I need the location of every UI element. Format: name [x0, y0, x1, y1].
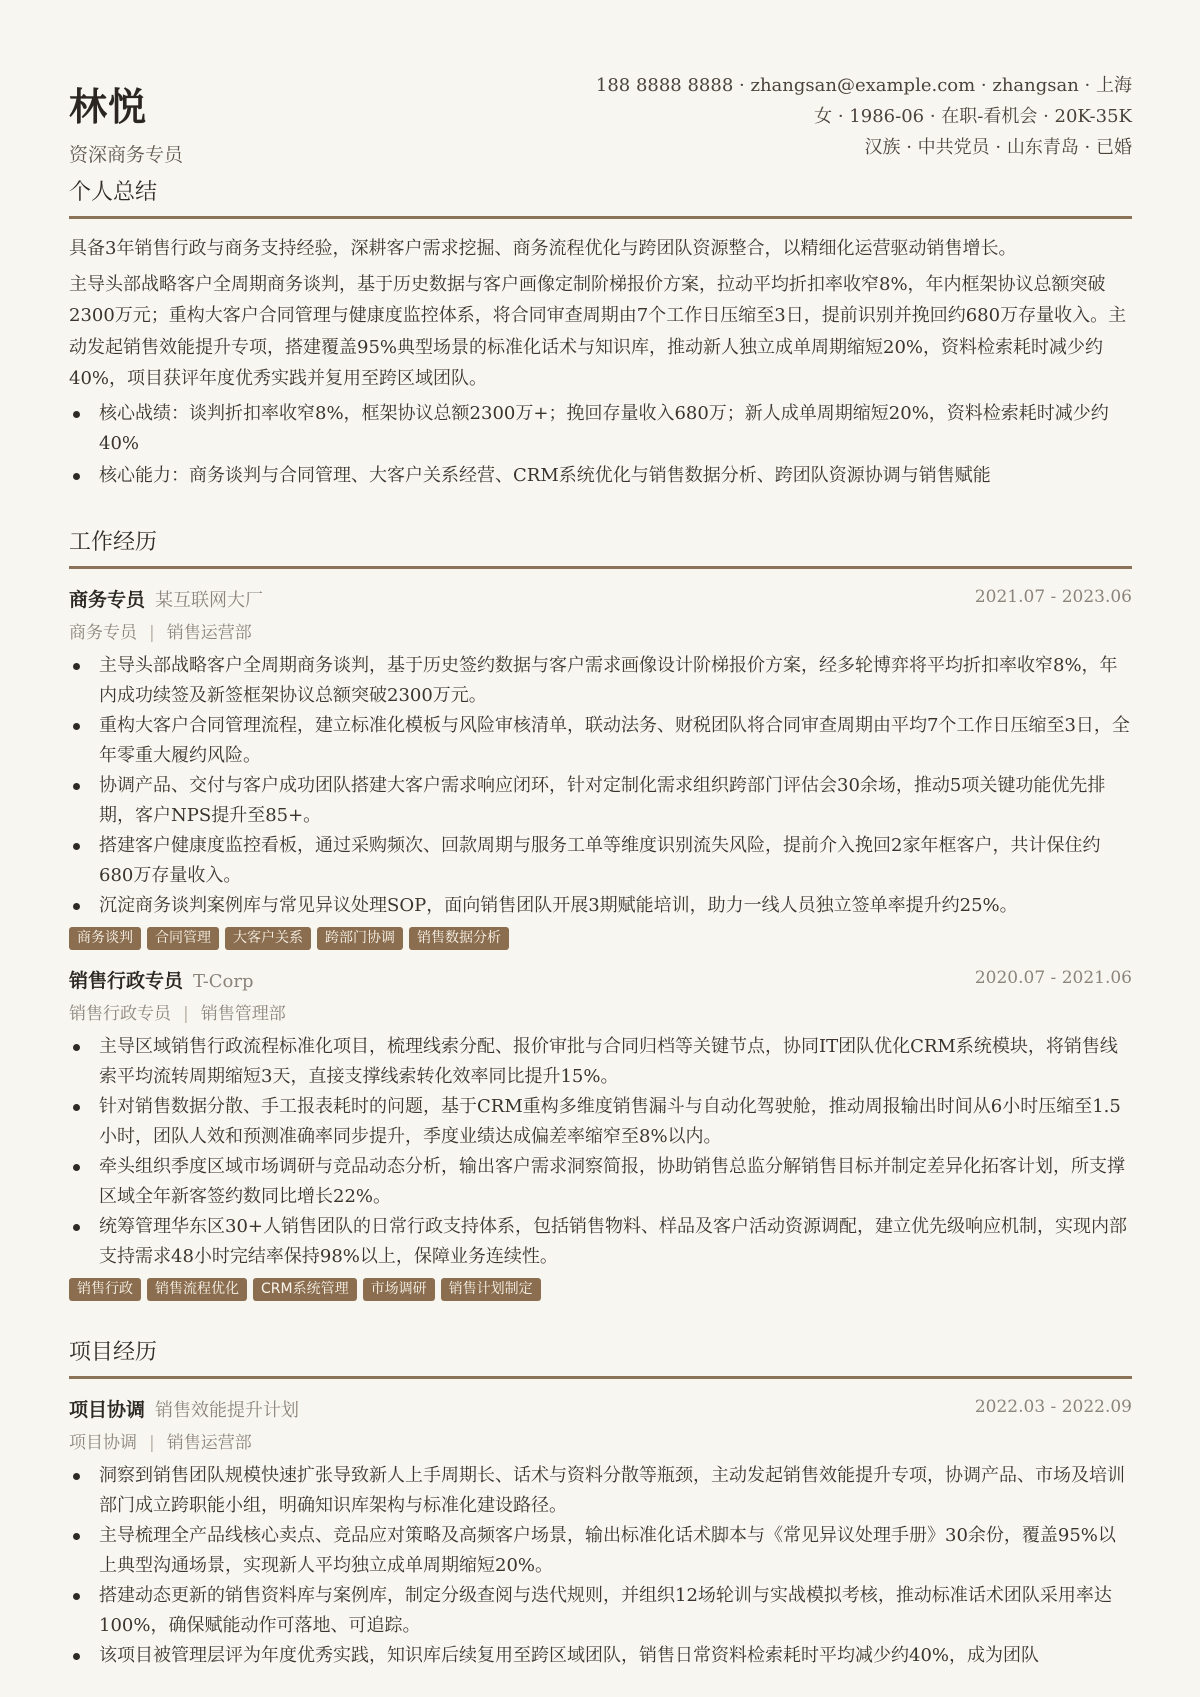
candidate-name: 林悦 [69, 84, 148, 129]
skill-tag: CRM系统管理 [253, 1278, 357, 1301]
skill-tag: 销售计划制定 [441, 1278, 541, 1301]
project-entry [69, 1395, 1132, 1671]
list-item: 牵头组织季度区域市场调研与竞品动态分析，输出客户需求洞察简报，协助销售总监分解销售目标并制定差异化拓客计划，所支撑区域全年新客签约数同比增长22%。 [69, 1152, 1132, 1212]
skill-tags [69, 1278, 1132, 1301]
list-item: 主导头部战略客户全周期商务谈判，基于历史签约数据与客户需求画像设计阶梯报价方案，经多轮博弈将平均折扣率收窄8%，年内成功续签及新签框架协议总额突破2300万元。 [69, 651, 1132, 711]
job-company: 某互联网大厂 [155, 589, 264, 611]
job-header [69, 585, 1132, 615]
skill-tags [69, 927, 1132, 950]
resume-header [69, 0, 1132, 170]
skill-tag: 商务谈判 [69, 927, 141, 950]
work-section [69, 525, 1132, 1301]
list-item: 搭建动态更新的销售资料库与案例库，制定分级查阅与迭代规则，并组织12场轮训与实战模拟考核，推动标准话术团队采用率达100%，确保赋能动作可落地、可追踪。 [69, 1581, 1132, 1641]
job-title: 商务专员 [69, 588, 146, 611]
list-item: 协调产品、交付与客户成功团队搭建大客户需求响应闭环，针对定制化需求组织跨部门评估会30余场，推动5项关键功能优先排期，客户NPS提升至85+。 [69, 771, 1132, 831]
separator: | [183, 1003, 189, 1024]
separator: | [149, 622, 155, 643]
section-divider [69, 1376, 1132, 1379]
skill-tag: 销售数据分析 [409, 927, 509, 950]
job-date: 2020.07 - 2021.06 [974, 967, 1132, 988]
project-date: 2022.03 - 2022.09 [974, 1396, 1132, 1417]
contact-line: 汉族 · 中共党员 · 山东青岛 · 已婚 [864, 137, 1132, 158]
job-entry [69, 966, 1132, 1301]
job-position: 商务专员 [69, 622, 137, 643]
list-item: 沉淀商务谈判案例库与常见异议处理SOP，面向销售团队开展3期赋能培训，助力一线人员独立签单率提升约25%。 [69, 891, 1132, 921]
project-department: 销售运营部 [166, 1432, 252, 1453]
skill-tag: 合同管理 [147, 927, 219, 950]
job-department: 销售运营部 [166, 622, 252, 643]
list-item: 主导梳理全产品线核心卖点、竞品应对策略及高频客户场景，输出标准化话术脚本与《常见异议处理手册》30余份，覆盖95%以上典型沟通场景，实现新人平均独立成单周期缩短20%。 [69, 1521, 1132, 1581]
job-title: 销售行政专员 [69, 969, 184, 992]
section-divider [69, 216, 1132, 219]
list-item: 重构大客户合同管理流程，建立标准化模板与风险审核清单，联动法务、财税团队将合同审查周期由平均7个工作日压缩至3日，全年零重大履约风险。 [69, 711, 1132, 771]
job-date: 2021.07 - 2023.06 [974, 586, 1132, 607]
skill-tag: 市场调研 [363, 1278, 435, 1301]
summary-paragraph: 主导头部战略客户全周期商务谈判，基于历史数据与客户画像定制阶梯报价方案，拉动平均折扣率收窄8%，年内框架协议总额突破2300万元；重构大客户合同管理与健康度监控体系，将合同审查周期由7个工作日压缩至3日，提前识别并挽回约680万存量收入。主动发起销售效能提升专项，搭建覆盖95%典型场景的标准化话术与知识库，推动新人独立成单周期缩短20%，资料检索耗时减少约40%，项目获评年度优秀实践并复用至跨区域团队。 [69, 273, 1127, 389]
contact-line: 188 8888 8888 · zhangsan@example.com · zhangsan · 上海 [595, 75, 1132, 96]
job-bullets [69, 1032, 1132, 1272]
job-position: 销售行政专员 [69, 1003, 171, 1024]
job-subtitle [69, 999, 1132, 1024]
contact-line: 女 · 1986-06 · 在职-看机会 · 20K-35K [814, 106, 1132, 127]
skill-tag: 销售行政 [69, 1278, 141, 1301]
list-item: 针对销售数据分散、手工报表耗时的问题，基于CRM重构多维度销售漏斗与自动化驾驶舱，推动周报输出时间从6小时压缩至1.5小时，团队人效和预测准确率同步提升，季度业绩达成偏差率缩窄至8%以内。 [69, 1092, 1132, 1152]
list-item: 统筹管理华东区30+人销售团队的日常行政支持体系，包括销售物料、样品及客户活动资源调配，建立优先级响应机制，实现内部支持需求48小时完结率保持98%以上，保障业务连续性。 [69, 1212, 1132, 1272]
skill-tag: 跨部门协调 [317, 927, 403, 950]
project-header [69, 1395, 1132, 1425]
summary-section [69, 175, 1132, 491]
summary-bullets [69, 399, 1132, 491]
job-department: 销售管理部 [200, 1003, 286, 1024]
job-bullets [69, 651, 1132, 921]
list-item: 搭建客户健康度监控看板，通过采购频次、回款周期与服务工单等维度识别流失风险，提前介入挽回2家年框客户，共计保住约680万存量收入。 [69, 831, 1132, 891]
project-role: 项目协调 [69, 1398, 146, 1421]
project-position: 项目协调 [69, 1432, 137, 1453]
project-name: 销售效能提升计划 [155, 1399, 300, 1421]
list-item: 主导区域销售行政流程标准化项目，梳理线索分配、报价审批与合同归档等关键节点，协同IT团队优化CRM系统模块，将销售线索平均流转周期缩短3天，直接支撑线索转化效率同比提升15%。 [69, 1032, 1132, 1092]
section-divider [69, 566, 1132, 569]
list-item: 洞察到销售团队规模快速扩张导致新人上手周期长、话术与资料分散等瓶颈，主动发起销售效能提升专项，协调产品、市场及培训部门成立跨职能小组，明确知识库架构与标准化建设路径。 [69, 1461, 1132, 1521]
candidate-role: 资深商务专员 [69, 144, 184, 166]
section-title: 工作经历 [69, 529, 158, 555]
section-title: 项目经历 [69, 1339, 158, 1365]
separator: | [149, 1432, 155, 1453]
summary-paragraph: 具备3年销售行政与商务支持经验，深耕客户需求挖掘、商务流程优化与跨团队资源整合，以精细化运营驱动销售增长。 [69, 238, 1017, 259]
job-subtitle [69, 618, 1132, 643]
skill-tag: 大客户关系 [225, 927, 311, 950]
contact-info [596, 70, 1132, 163]
skill-tag: 销售流程优化 [147, 1278, 247, 1301]
list-item: 核心战绩：谈判折扣率收窄8%，框架协议总额2300万+；挽回存量收入680万；新人成单周期缩短20%，资料检索耗时减少约40% [69, 399, 1132, 459]
job-header [69, 966, 1132, 996]
job-entry [69, 585, 1132, 950]
list-item: 核心能力：商务谈判与合同管理、大客户关系经营、CRM系统优化与销售数据分析、跨团队资源协调与销售赋能 [69, 461, 1132, 491]
list-item: 该项目被管理层评为年度优秀实践，知识库后续复用至跨区域团队，销售日常资料检索耗时平均减少约40%，成为团队 [69, 1641, 1132, 1671]
section-title: 个人总结 [69, 180, 158, 205]
project-subtitle [69, 1428, 1132, 1453]
project-section [69, 1335, 1132, 1671]
job-company: T-Corp [193, 970, 254, 992]
project-bullets [69, 1461, 1132, 1671]
